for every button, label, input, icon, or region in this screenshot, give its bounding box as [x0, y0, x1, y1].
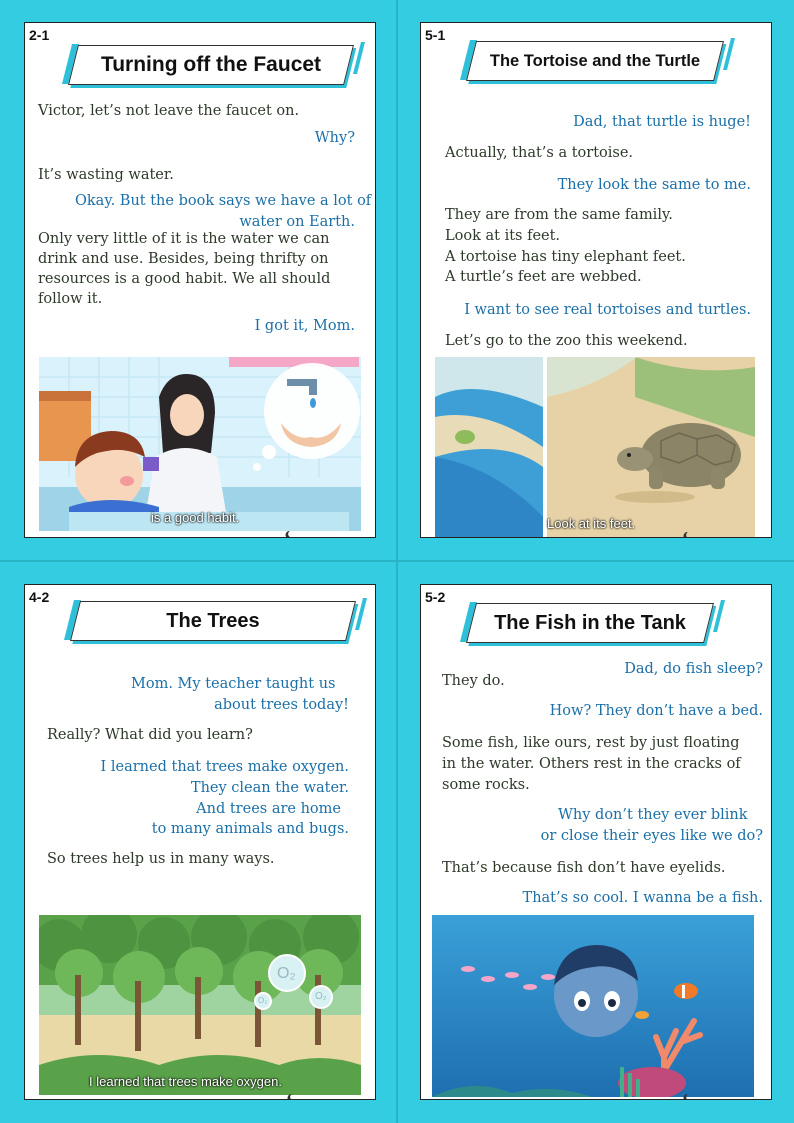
story-code: 4-2 — [29, 589, 50, 605]
dialogue-line: Why? — [314, 130, 355, 146]
dialogue-line: follow it. — [38, 291, 103, 307]
dialogue-line: I got it, Mom. — [254, 318, 355, 334]
dialogue-line: Really? What did you learn? — [47, 727, 253, 743]
dialogue-line: So trees help us in many ways. — [47, 851, 275, 867]
moon-icon — [285, 531, 293, 538]
story-title: The Tortoise and the Turtle — [489, 51, 701, 70]
dialogue-line: A turtle’s feet are webbed. — [445, 269, 642, 285]
story-illustration — [435, 357, 755, 537]
dialogue-line: Look at its feet. — [445, 228, 561, 244]
story-code: 5-2 — [425, 589, 446, 605]
dialogue-line: I want to see real tortoises and turtles. — [464, 302, 751, 318]
dialogue-line: Actually, that’s a tortoise. — [445, 145, 634, 161]
dialogue-line: resources is a good habit. We all should — [38, 271, 331, 287]
oxygen-bubble-text: O₂ — [258, 996, 268, 1005]
dialogue-line: That’s so cool. I wanna be a fish. — [522, 890, 763, 906]
story-title: The Fish in the Tank — [494, 611, 686, 634]
dialogue-line: Mom. My teacher taught us — [131, 676, 336, 692]
title-banner — [75, 601, 351, 641]
story-code: 2-1 — [29, 27, 50, 43]
dialogue-line: Why don’t they ever blink — [558, 807, 748, 823]
dialogue-line: Only very little of it is the water we can — [38, 231, 330, 247]
moon-icon — [683, 532, 691, 538]
title-banner — [471, 603, 709, 643]
dialogue-line: in the water. Others rest in the cracks of — [442, 756, 741, 772]
oxygen-bubble-text: O₂ — [315, 991, 327, 1002]
dialogue-line: And trees are home — [196, 801, 341, 817]
dialogue-line: They clean the water. — [190, 780, 349, 796]
title-banner — [73, 45, 349, 85]
dialogue-line: How? They don’t have a bed. — [549, 703, 763, 719]
dialogue-line: It’s wasting water. — [38, 167, 174, 183]
story-title: Turning off the Faucet — [100, 53, 322, 76]
dialogue-line: water on Earth. — [239, 214, 355, 230]
story-card-tortoise — [420, 22, 772, 538]
moon-icon — [287, 1094, 295, 1100]
dialogue-line: A tortoise has tiny elephant feet. — [445, 249, 686, 265]
story-card-trees — [24, 584, 376, 1100]
dialogue-line: Some fish, like ours, rest by just floating — [442, 735, 740, 751]
horizontal-divider — [0, 560, 794, 562]
dialogue-line: drink and use. Besides, being thrifty on — [38, 251, 329, 267]
dialogue-line: Let’s go to the zoo this weekend. — [445, 333, 688, 349]
title-banner — [471, 41, 719, 81]
story-card-faucet — [24, 22, 376, 538]
story-title: The Trees — [166, 609, 260, 632]
forest-scene-image — [39, 915, 361, 1095]
dialogue-line: or close their eyes like we do? — [540, 828, 763, 844]
tortoise-turtle-image — [435, 357, 755, 537]
dialogue-line: about trees today! — [214, 697, 349, 713]
dialogue-line: They do. — [442, 673, 505, 689]
dialogue-line: Okay. But the book says we have a lot of — [75, 193, 372, 209]
story-card-fish — [420, 584, 772, 1100]
story-illustration — [39, 357, 361, 531]
dialogue-line: to many animals and bugs. — [151, 821, 349, 837]
image-caption: is a good habit. — [151, 510, 240, 525]
dialogue-line: Victor, let’s not leave the faucet on. — [38, 103, 300, 119]
fish-tank-image — [432, 915, 754, 1097]
image-caption: I learned that trees make oxygen. — [89, 1074, 282, 1089]
bathroom-scene-image — [39, 357, 361, 531]
dialogue-line: That’s because fish don’t have eyelids. — [442, 860, 726, 876]
oxygen-bubble-text: O₂ — [277, 965, 296, 982]
dialogue-line: I learned that trees make oxygen. — [100, 759, 349, 775]
dialogue-line: Dad, that turtle is huge! — [573, 114, 751, 130]
dialogue-line: They look the same to me. — [557, 177, 751, 193]
image-caption: Look at its feet. — [547, 516, 636, 531]
dialogue-line: They are from the same family. — [445, 207, 673, 223]
moon-icon — [683, 1094, 691, 1100]
dialogue-line: Dad, do fish sleep? — [624, 661, 763, 677]
dialogue-line: some rocks. — [442, 777, 530, 793]
story-illustration — [432, 915, 754, 1097]
story-illustration — [39, 915, 361, 1095]
story-code: 5-1 — [425, 27, 446, 43]
